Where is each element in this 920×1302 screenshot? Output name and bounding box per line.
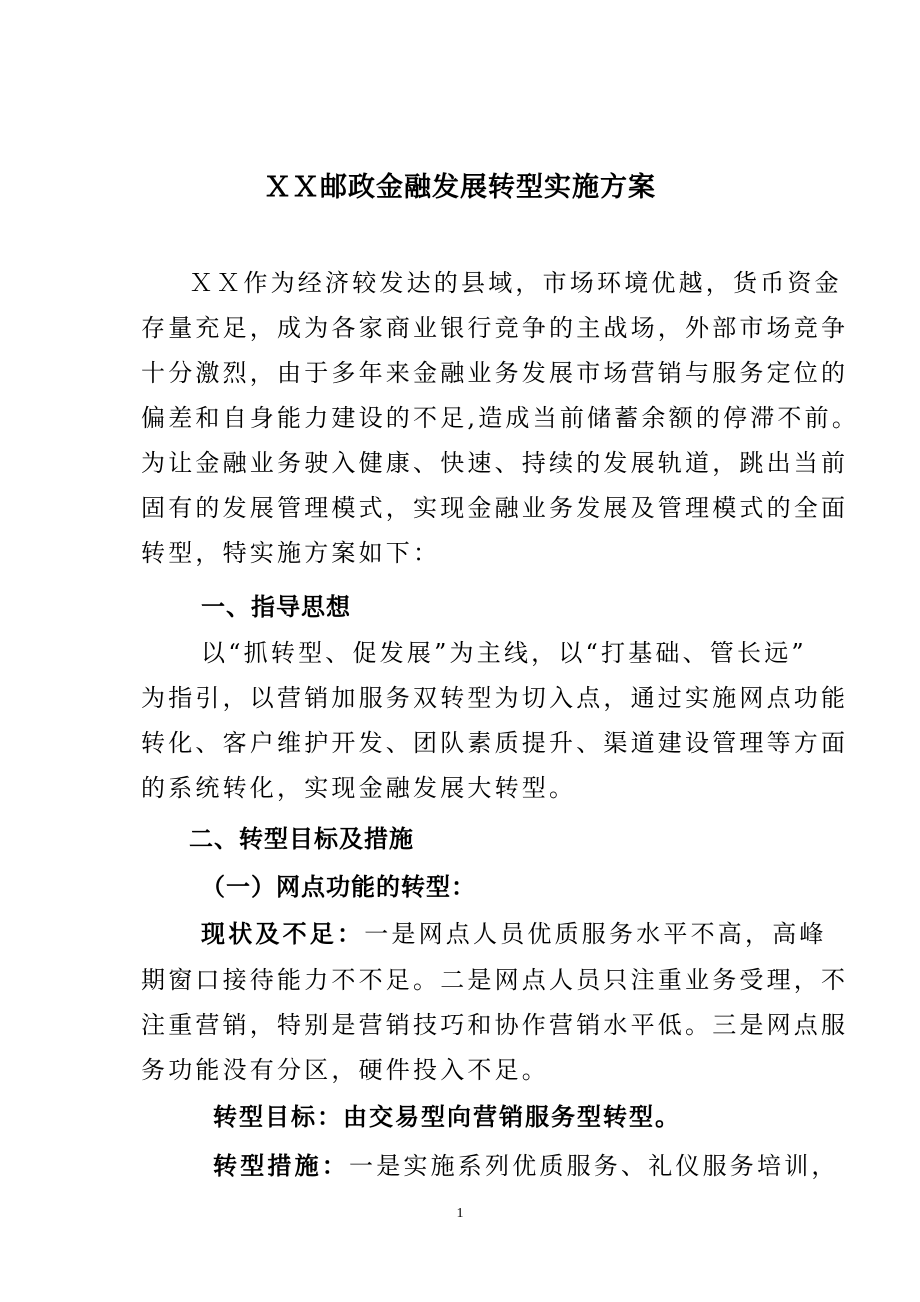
measures-text: 一是实施系列优质服务、礼仪服务培训， xyxy=(349,1152,839,1180)
status-text: 一是网点人员优质服务水平不高，高峰 xyxy=(364,920,827,948)
section-heading-guiding-thought: 一、指导思想 xyxy=(201,593,351,621)
intro-line: 存量充足，成为各家商业银行竞争的主战场，外部市场竞争 xyxy=(141,314,849,342)
page-number: 1 xyxy=(456,1206,464,1221)
goal-text: 由交易型向营销服务型转型。 xyxy=(343,1103,681,1131)
status-line: 注重营销，特别是营销技巧和协作营销水平低。三是网点服 xyxy=(141,1011,849,1039)
status-line: 期窗口接待能力不不足。二是网点人员只注重业务受理，不 xyxy=(141,966,849,994)
intro-line: 为让金融业务驶入健康、快速、持续的发展轨道，跳出当前 xyxy=(141,449,849,477)
intro-line: 十分激烈，由于多年来金融业务发展市场营销与服务定位的 xyxy=(141,359,849,387)
section1-line: 转化、客户维护开发、团队素质提升、渠道建设管理等方面 xyxy=(141,729,849,757)
goal-line xyxy=(213,1100,681,1134)
status-label: 现状及不足： xyxy=(201,920,365,948)
intro-line: 固有的发展管理模式，实现金融业务发展及管理模式的全面 xyxy=(141,494,849,522)
section1-line: 的系统转化，实现金融发展大转型。 xyxy=(141,774,577,802)
intro-line: 转型，特实施方案如下： xyxy=(141,539,441,567)
intro-line: ＸＸ作为经济较发达的县域，市场环境优越，货币资金 xyxy=(189,269,842,297)
measures-label: 转型措施： xyxy=(213,1152,349,1180)
goal-label: 转型目标： xyxy=(213,1103,343,1131)
status-line: 务功能没有分区，硬件投入不足。 xyxy=(141,1056,549,1084)
measures-line xyxy=(213,1149,839,1183)
section-heading-goals-measures: 二、转型目标及措施 xyxy=(189,825,414,853)
section1-line: 为指引，以营销加服务双转型为切入点，通过实施网点功能 xyxy=(141,684,849,712)
status-paragraph-first-line xyxy=(201,917,827,951)
section1-line: 以“抓转型、促发展”为主线，以“打基础、管长远” xyxy=(201,639,807,667)
document-title: ＸＸ邮政金融发展转型实施方案 xyxy=(264,172,656,203)
intro-line: 偏差和自身能力建设的不足,造成当前储蓄余额的停滞不前。 xyxy=(141,404,860,432)
subsection-heading-outlet-function: （一）网点功能的转型： xyxy=(201,873,476,901)
